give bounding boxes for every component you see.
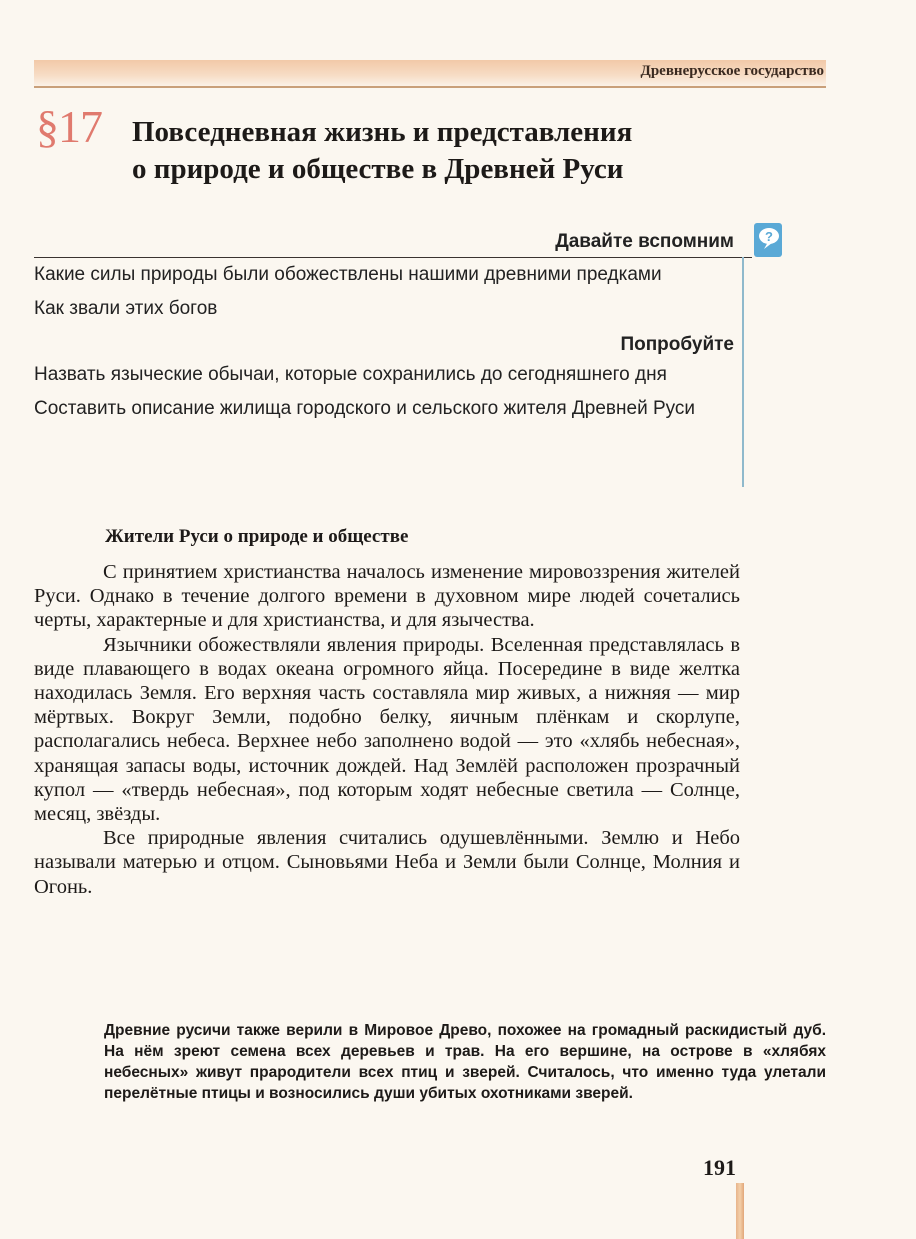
paragraph-number: §17: [36, 101, 102, 152]
page-title: [132, 114, 752, 188]
running-head: Древнерусское государство: [640, 63, 824, 79]
note-text: Древние русичи также верили в Мировое Древо, похожее на громадный раскидистый дуб. На нём зреют семена всех деревьев и трав. На его вершине, на острове в «хлябях небесных» живут прародители всех птиц и зверей. Считалось, что именно туда улетали перелётные птицы и возносились души убитых охотниками зверей.: [104, 1022, 826, 1102]
section-heading: Жители Руси о природе и обществе: [105, 526, 409, 547]
question-icon: [752, 219, 786, 259]
try-item: Составить описание жилища городского и сельского жителя Древней Руси: [34, 398, 696, 419]
svg-text:?: ?: [765, 229, 773, 244]
body-paragraph: Язычники обожествляли явления природы. Вселенная представлялась в виде плавающего в водах океана огромного яйца. Посередине в виде желтка находилась Земля. Его верхняя часть составляла мир живых, а нижняя — мир мёртвых. Вокруг Земли, подобно белку, яичным плёнкам и скорлупе, располагались небеса. Верхнее небо заполнено водой — это «хлябь небесная», хранящая запасы воды, источник дождей. Над Землёй расположен прозрачный купол — «твердь небесная», под которым ходят небесные светила — Солнце, месяц, звёзды.: [34, 633, 740, 826]
body-text: [34, 560, 740, 899]
title-line-2: о природе и обществе в Древней Руси: [132, 153, 624, 185]
recall-box-border: [742, 257, 744, 487]
recall-heading: Давайте вспомним: [555, 231, 734, 252]
body-paragraph: Все природные явления считались одушевлёнными. Землю и Небо называли матерью и отцом. Сыновьями Неба и Земли были Солнце, Молния и Огонь.: [34, 827, 740, 898]
body-paragraph: С принятием христианства началось изменение мировоззрения жителей Руси. Однако в течение долгого времени в духовном мире людей сочетались черты, характерные и для христианства, и для язычества.: [34, 561, 740, 632]
recall-item: Как звали этих богов: [34, 298, 218, 319]
page-number: 191: [703, 1155, 736, 1180]
recall-item: Какие силы природы были обожествлены нашими древними предками: [34, 264, 662, 285]
title-line-1: Повседневная жизнь и представления: [132, 116, 633, 148]
try-heading: Попробуйте: [620, 334, 734, 355]
page-edge-strip: [736, 1183, 744, 1239]
try-item: Назвать языческие обычаи, которые сохранились до сегодняшнего дня: [34, 364, 667, 385]
recall-box: [34, 228, 734, 431]
header-rule: [34, 86, 826, 88]
